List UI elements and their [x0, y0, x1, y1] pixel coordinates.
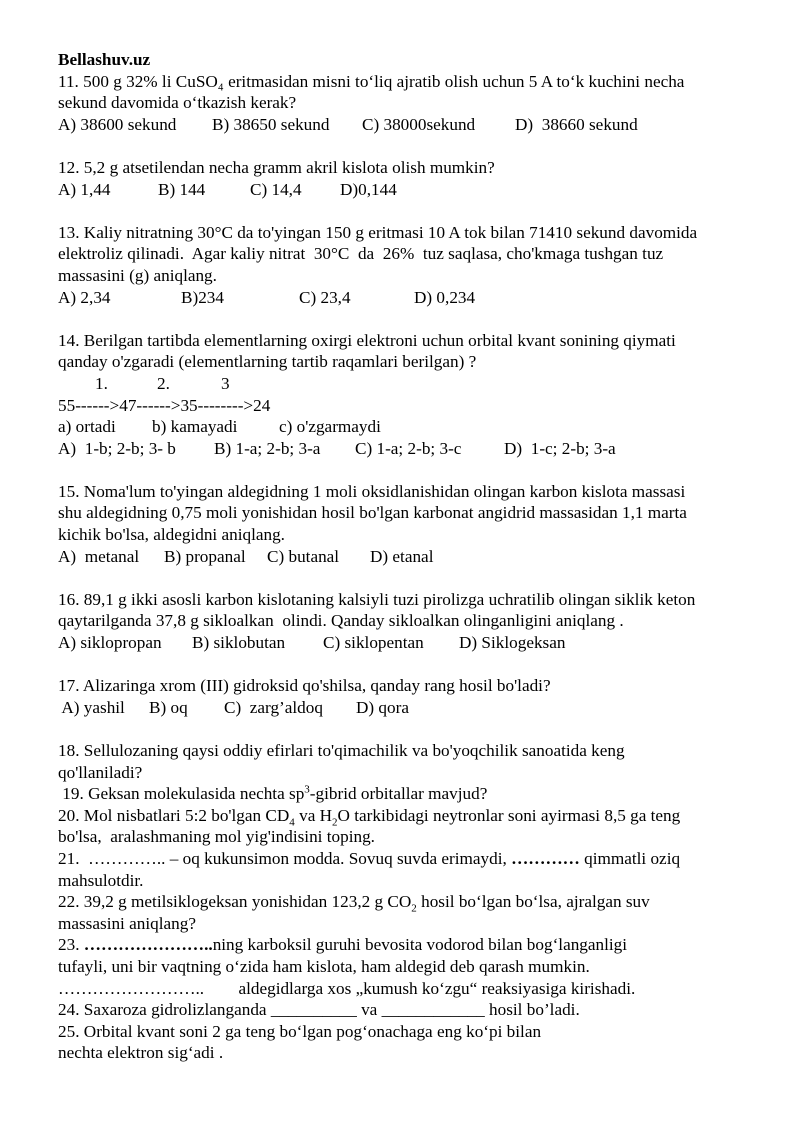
question-text: qanday o'zgaradi (elementlarning tartib raqamlari berilgan) ?: [58, 352, 477, 372]
question-text: 18. Sellulozaning qaysi oddiy efirlari to'qimachilik va bo'yoqchilik sanoatida keng: [58, 741, 625, 760]
answer-options: [58, 546, 763, 568]
question-17: [58, 675, 763, 718]
option-b[interactable]: B) propanal: [164, 546, 246, 566]
question-text: bo'lsa, aralashmaning mol yig'indisini toping.: [58, 827, 375, 847]
option-d[interactable]: D) etanal: [370, 546, 434, 566]
fill-blank[interactable]: …………………..: [83, 935, 213, 955]
question-text: massasini aniqlang?: [58, 913, 196, 933]
question-text: 16. 89,1 g ikki asosli karbon kislotaning kalsiyli tuzi pirolizga uchratilib olingan siklik keton: [58, 589, 696, 609]
question-text: nechta elektron sig‘adi .: [58, 1043, 224, 1063]
question-text: 13. Kaliy nitratning 30°C da to'yingan 150 g eritmasi 10 A tok bilan 71410 sekund davomida: [58, 222, 698, 242]
option-a[interactable]: A) 2,34: [58, 287, 111, 307]
question-text: sekund davomida o‘tkazish kerak?: [58, 93, 297, 113]
answer-options: [58, 287, 763, 309]
legend-item: a) ortadi: [58, 417, 116, 437]
question-text: 12. 5,2 g atsetilendan necha gramm akril kislota olish mumkin?: [58, 157, 495, 177]
question-16: [58, 589, 763, 654]
question-text: 11. 500 g 32% li CuSO₄ eritmasidan misni to‘liq ajratib olish uchun 5 A to‘k kuchini necha: [58, 71, 685, 91]
question-text: -gibrid orbitallar mavjud?: [309, 784, 488, 804]
question-text: O tarkibidagi neytronlar soni ayirmasi 8,5 ga teng: [337, 805, 681, 825]
option-b[interactable]: B) oq: [149, 697, 188, 717]
option-c[interactable]: C) 38000sekund: [362, 114, 476, 134]
option-c[interactable]: C) 1-a; 2-b; 3-c: [355, 438, 462, 458]
subscript: 4: [289, 816, 295, 829]
answer-options: [58, 632, 763, 654]
site-header: Bellashuv.uz: [58, 50, 151, 69]
question-text: 22. 39,2 g metilsiklogeksan yonishidan 123,2 g CO: [58, 892, 412, 912]
question-text: qo'llaniladi?: [58, 762, 143, 782]
question-text: hosil bo‘lgan bo‘lsa, ajralgan suv: [416, 892, 650, 912]
option-b[interactable]: B)234: [181, 287, 224, 307]
option-d[interactable]: D) qora: [356, 697, 409, 717]
option-b[interactable]: B) 38650 sekund: [212, 114, 330, 134]
question-20: [58, 805, 763, 848]
option-b[interactable]: B) 1-a; 2-b; 3-a: [214, 438, 321, 458]
option-d[interactable]: D) 0,234: [414, 287, 476, 307]
step-number: 1.: [95, 373, 108, 393]
question-15: [58, 481, 763, 567]
step-number: 2.: [157, 373, 170, 393]
question-text: va H: [294, 805, 333, 825]
option-d[interactable]: D) 38660 sekund: [515, 114, 638, 134]
question-18: [58, 740, 763, 783]
fill-blank[interactable]: …………: [511, 848, 580, 868]
option-c[interactable]: C) 23,4: [299, 287, 351, 307]
question-text: massasini (g) aniqlang.: [58, 265, 217, 285]
question-23: [58, 934, 763, 999]
question-12: [58, 157, 763, 200]
question-text: tufayli, uni bir vaqtning o‘zida ham kislota, ham aldegid deb qarash mumkin.: [58, 956, 590, 976]
question-text: 23.: [58, 935, 84, 955]
option-b[interactable]: B) 144: [158, 179, 206, 199]
question-text: 15. Noma'lum to'yingan aldegidning 1 moli oksidlanishidan olingan karbon kislota massasi: [58, 481, 686, 501]
question-24: 24. Saxaroza gidrolizlanganda __________ va ____________ hosil bo’ladi.: [58, 1000, 580, 1020]
option-a[interactable]: A) metanal: [58, 546, 140, 566]
question-text: ning karboksil guruhi bevosita vodorod bilan bog‘langanligi: [212, 935, 628, 955]
question-21: [58, 848, 763, 891]
question-text: 21. ………….. – oq kukunsimon modda. Sovuq suvda erimaydi,: [58, 848, 512, 868]
option-c[interactable]: C) siklopentan: [323, 633, 424, 653]
legend-item: b) kamayadi: [152, 417, 238, 437]
option-d[interactable]: D) 1-c; 2-b; 3-a: [504, 438, 616, 458]
option-c[interactable]: C) butanal: [267, 546, 340, 566]
worksheet-content: [58, 49, 763, 1064]
option-c[interactable]: C) 14,4: [250, 179, 302, 199]
question-text: …………………….. aldegidlarga xos „kumush ko‘zgu“ reaksiyasiga kirishadi.: [58, 978, 636, 998]
question-text: qaytarilganda 37,8 g sikloalkan olindi. Qanday sikloalkan olinganligini aniqlang .: [58, 611, 624, 631]
answer-options: [58, 114, 763, 136]
option-d[interactable]: D)0,144: [340, 179, 397, 199]
question-text: qimmatli oziq: [579, 848, 681, 868]
question-25: [58, 1021, 763, 1064]
option-a[interactable]: A) 1,44: [58, 179, 111, 199]
option-d[interactable]: D) Siklogeksan: [459, 633, 566, 653]
superscript: 3: [304, 783, 310, 796]
option-a[interactable]: A) 1-b; 2-b; 3- b: [58, 438, 176, 458]
answer-options: [58, 179, 763, 201]
question-11: [58, 71, 763, 136]
subscript: 2: [411, 902, 417, 915]
change-legend: [58, 416, 763, 438]
question-text: 19. Geksan molekulasida nechta sp: [58, 784, 305, 804]
question-text: 20. Mol nisbatlari 5:2 bo'lgan CD: [58, 805, 290, 825]
question-13: [58, 222, 763, 308]
question-text: mahsulotdir.: [58, 870, 144, 890]
sequence-step-numbers: [58, 373, 763, 395]
question-14: [58, 330, 763, 460]
legend-item: c) o'zgarmaydi: [279, 417, 381, 437]
element-sequence: 55------>47------>35-------->24: [58, 395, 271, 415]
answer-options: [58, 438, 763, 460]
subscript: 2: [332, 816, 338, 829]
step-number: 3: [221, 373, 230, 393]
option-a[interactable]: A) siklopropan: [58, 633, 162, 653]
question-text: 25. Orbital kvant soni 2 ga teng bo‘lgan pog‘onachaga eng ko‘pi bilan: [58, 1021, 542, 1041]
option-a[interactable]: A) yashil: [58, 697, 125, 717]
question-text: 14. Berilgan tartibda elementlarning oxirgi elektroni uchun orbital kvant sonining qiymati: [58, 330, 676, 350]
question-text: kichik bo'lsa, aldegidni aniqlang.: [58, 525, 285, 545]
question-text: 17. Alizaringa xrom (III) gidroksid qo'shilsa, qanday rang hosil bo'ladi?: [58, 676, 551, 696]
answer-options: [58, 697, 763, 719]
question-19: [58, 783, 763, 805]
question-22: [58, 891, 763, 934]
question-text: elektroliz qilinadi. Agar kaliy nitrat 30°C da 26% tuz saqlasa, cho'kmaga tushgan tuz: [58, 244, 664, 264]
option-c[interactable]: C) zarg’aldoq: [224, 697, 323, 717]
question-text: shu aldegidning 0,75 moli yonishidan hosil bo'lgan karbonat angidrid massasidan 1,1 marta: [58, 503, 687, 523]
option-a[interactable]: A) 38600 sekund: [58, 114, 177, 134]
option-b[interactable]: B) siklobutan: [192, 633, 286, 653]
